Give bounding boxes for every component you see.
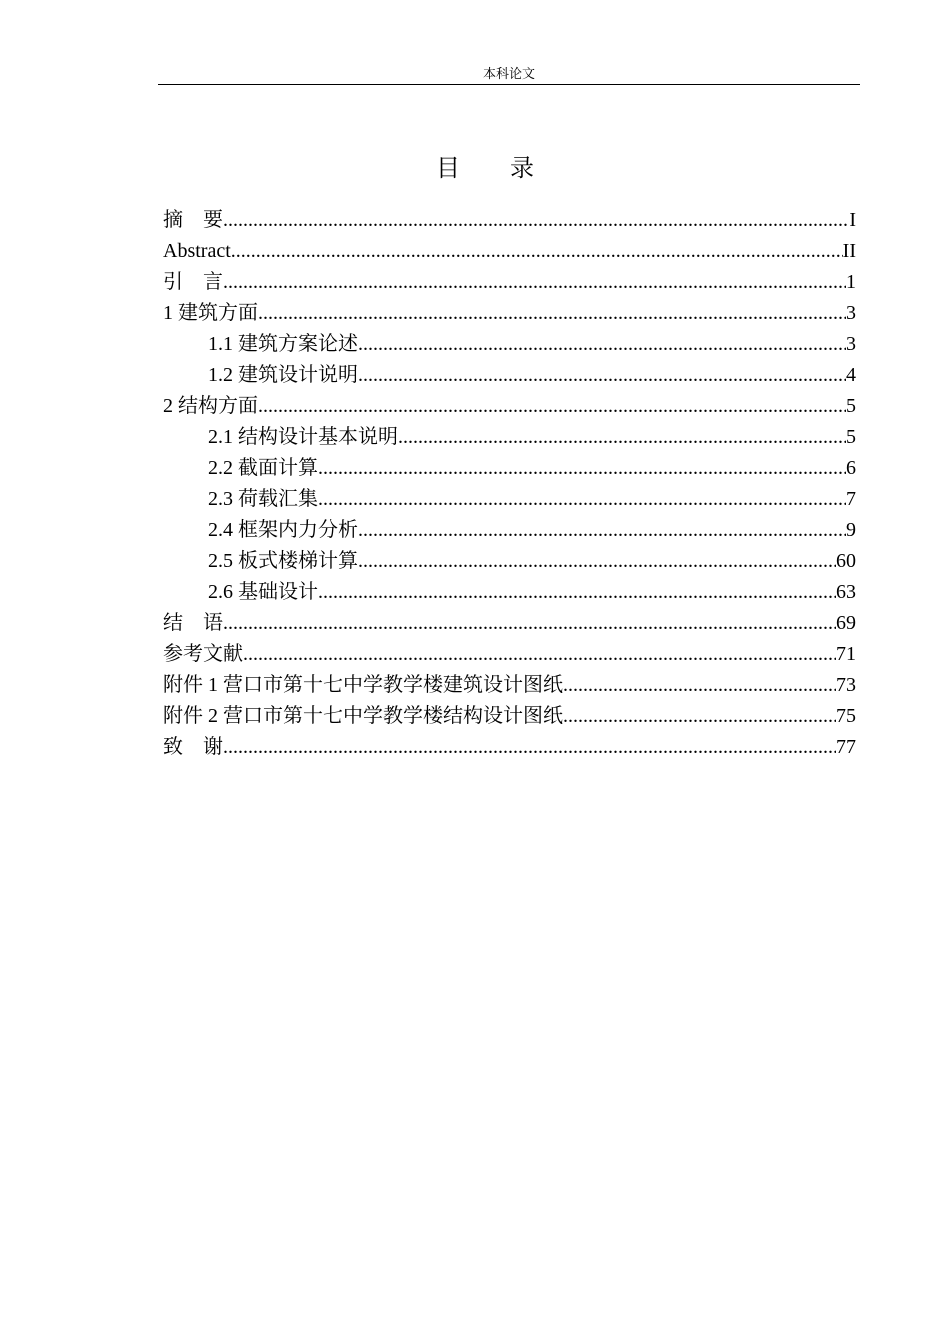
toc-entry-label: 2.3 荷载汇集	[208, 488, 318, 510]
toc-entry-label: 2.4 框架内力分析	[208, 519, 358, 541]
toc-entry[interactable]	[163, 391, 856, 422]
toc-dot-leader	[318, 484, 846, 515]
toc-entry-page-number: 75	[836, 705, 856, 727]
toc-dot-leader	[223, 205, 849, 236]
toc-entry-page-number: 63	[836, 581, 856, 603]
toc-dot-leader	[258, 391, 846, 422]
toc-entry[interactable]	[163, 701, 856, 732]
toc-entry-label: 结 语	[163, 612, 223, 634]
toc-entry-label: 附件 1 营口市第十七中学教学楼建筑设计图纸	[163, 674, 563, 696]
toc-entry-label: 引 言	[163, 271, 223, 293]
running-header-text: 本科论文	[482, 66, 535, 81]
toc-entry-page-number: 6	[846, 457, 856, 479]
toc-dot-leader	[398, 422, 846, 453]
toc-entry[interactable]	[163, 360, 856, 391]
running-header	[158, 64, 860, 85]
toc-entry-page-number: I	[849, 209, 856, 231]
toc-entry-page-number: 3	[846, 302, 856, 324]
toc-entry[interactable]	[163, 608, 856, 639]
toc-entry[interactable]	[163, 732, 856, 763]
toc-entry[interactable]	[163, 267, 856, 298]
toc-dot-leader	[223, 732, 836, 763]
toc-dot-leader	[358, 546, 836, 577]
table-of-contents	[163, 205, 856, 763]
toc-entry-label: 致 谢	[163, 736, 223, 758]
toc-dot-leader	[318, 577, 836, 608]
toc-entry-page-number: 7	[846, 488, 856, 510]
toc-entry-page-number: 4	[846, 364, 856, 386]
toc-entry[interactable]	[163, 236, 856, 267]
toc-entry-label: 参考文献	[163, 643, 243, 665]
toc-entry[interactable]	[163, 329, 856, 360]
toc-entry-page-number: 71	[836, 643, 856, 665]
toc-entry-page-number: II	[842, 240, 856, 262]
toc-entry-label: 2.6 基础设计	[208, 581, 318, 603]
toc-entry-page-number: 5	[846, 426, 856, 448]
toc-entry[interactable]	[163, 639, 856, 670]
toc-dot-leader	[563, 670, 836, 701]
toc-entry-label: 摘 要	[163, 209, 223, 231]
toc-entry-page-number: 73	[836, 674, 856, 696]
toc-entry-label: 2.5 板式楼梯计算	[208, 550, 358, 572]
toc-entry-label: 2.2 截面计算	[208, 457, 318, 479]
toc-entry[interactable]	[163, 577, 856, 608]
toc-dot-leader	[358, 360, 846, 391]
toc-entry-label: 2 结构方面	[163, 395, 258, 417]
toc-dot-leader	[318, 453, 846, 484]
toc-entry-page-number: 1	[846, 271, 856, 293]
toc-dot-leader	[358, 329, 846, 360]
toc-dot-leader	[243, 639, 836, 670]
toc-dot-leader	[223, 267, 846, 298]
toc-entry-page-number: 60	[836, 550, 856, 572]
toc-title: 目录	[436, 154, 584, 182]
toc-entry-label: 1.1 建筑方案论述	[208, 333, 358, 355]
toc-entry-label: Abstract	[163, 240, 231, 262]
toc-entry[interactable]	[163, 670, 856, 701]
toc-entry-page-number: 3	[846, 333, 856, 355]
toc-dot-leader	[258, 298, 846, 329]
toc-entry[interactable]	[163, 484, 856, 515]
toc-entry[interactable]	[163, 298, 856, 329]
toc-entry[interactable]	[163, 546, 856, 577]
toc-dot-leader	[358, 515, 846, 546]
toc-entry-page-number: 77	[836, 736, 856, 758]
toc-entry-label: 1 建筑方面	[163, 302, 258, 324]
toc-entry-page-number: 69	[836, 612, 856, 634]
toc-entry[interactable]	[163, 515, 856, 546]
toc-dot-leader	[231, 236, 843, 267]
toc-entry[interactable]	[163, 453, 856, 484]
toc-entry-page-number: 5	[846, 395, 856, 417]
toc-entry-label: 2.1 结构设计基本说明	[208, 426, 398, 448]
toc-dot-leader	[563, 701, 836, 732]
toc-entry-label: 1.2 建筑设计说明	[208, 364, 358, 386]
toc-entry[interactable]	[163, 422, 856, 453]
toc-entry-page-number: 9	[846, 519, 856, 541]
toc-dot-leader	[223, 608, 836, 639]
toc-entry[interactable]	[163, 205, 856, 236]
toc-entry-label: 附件 2 营口市第十七中学教学楼结构设计图纸	[163, 705, 563, 727]
